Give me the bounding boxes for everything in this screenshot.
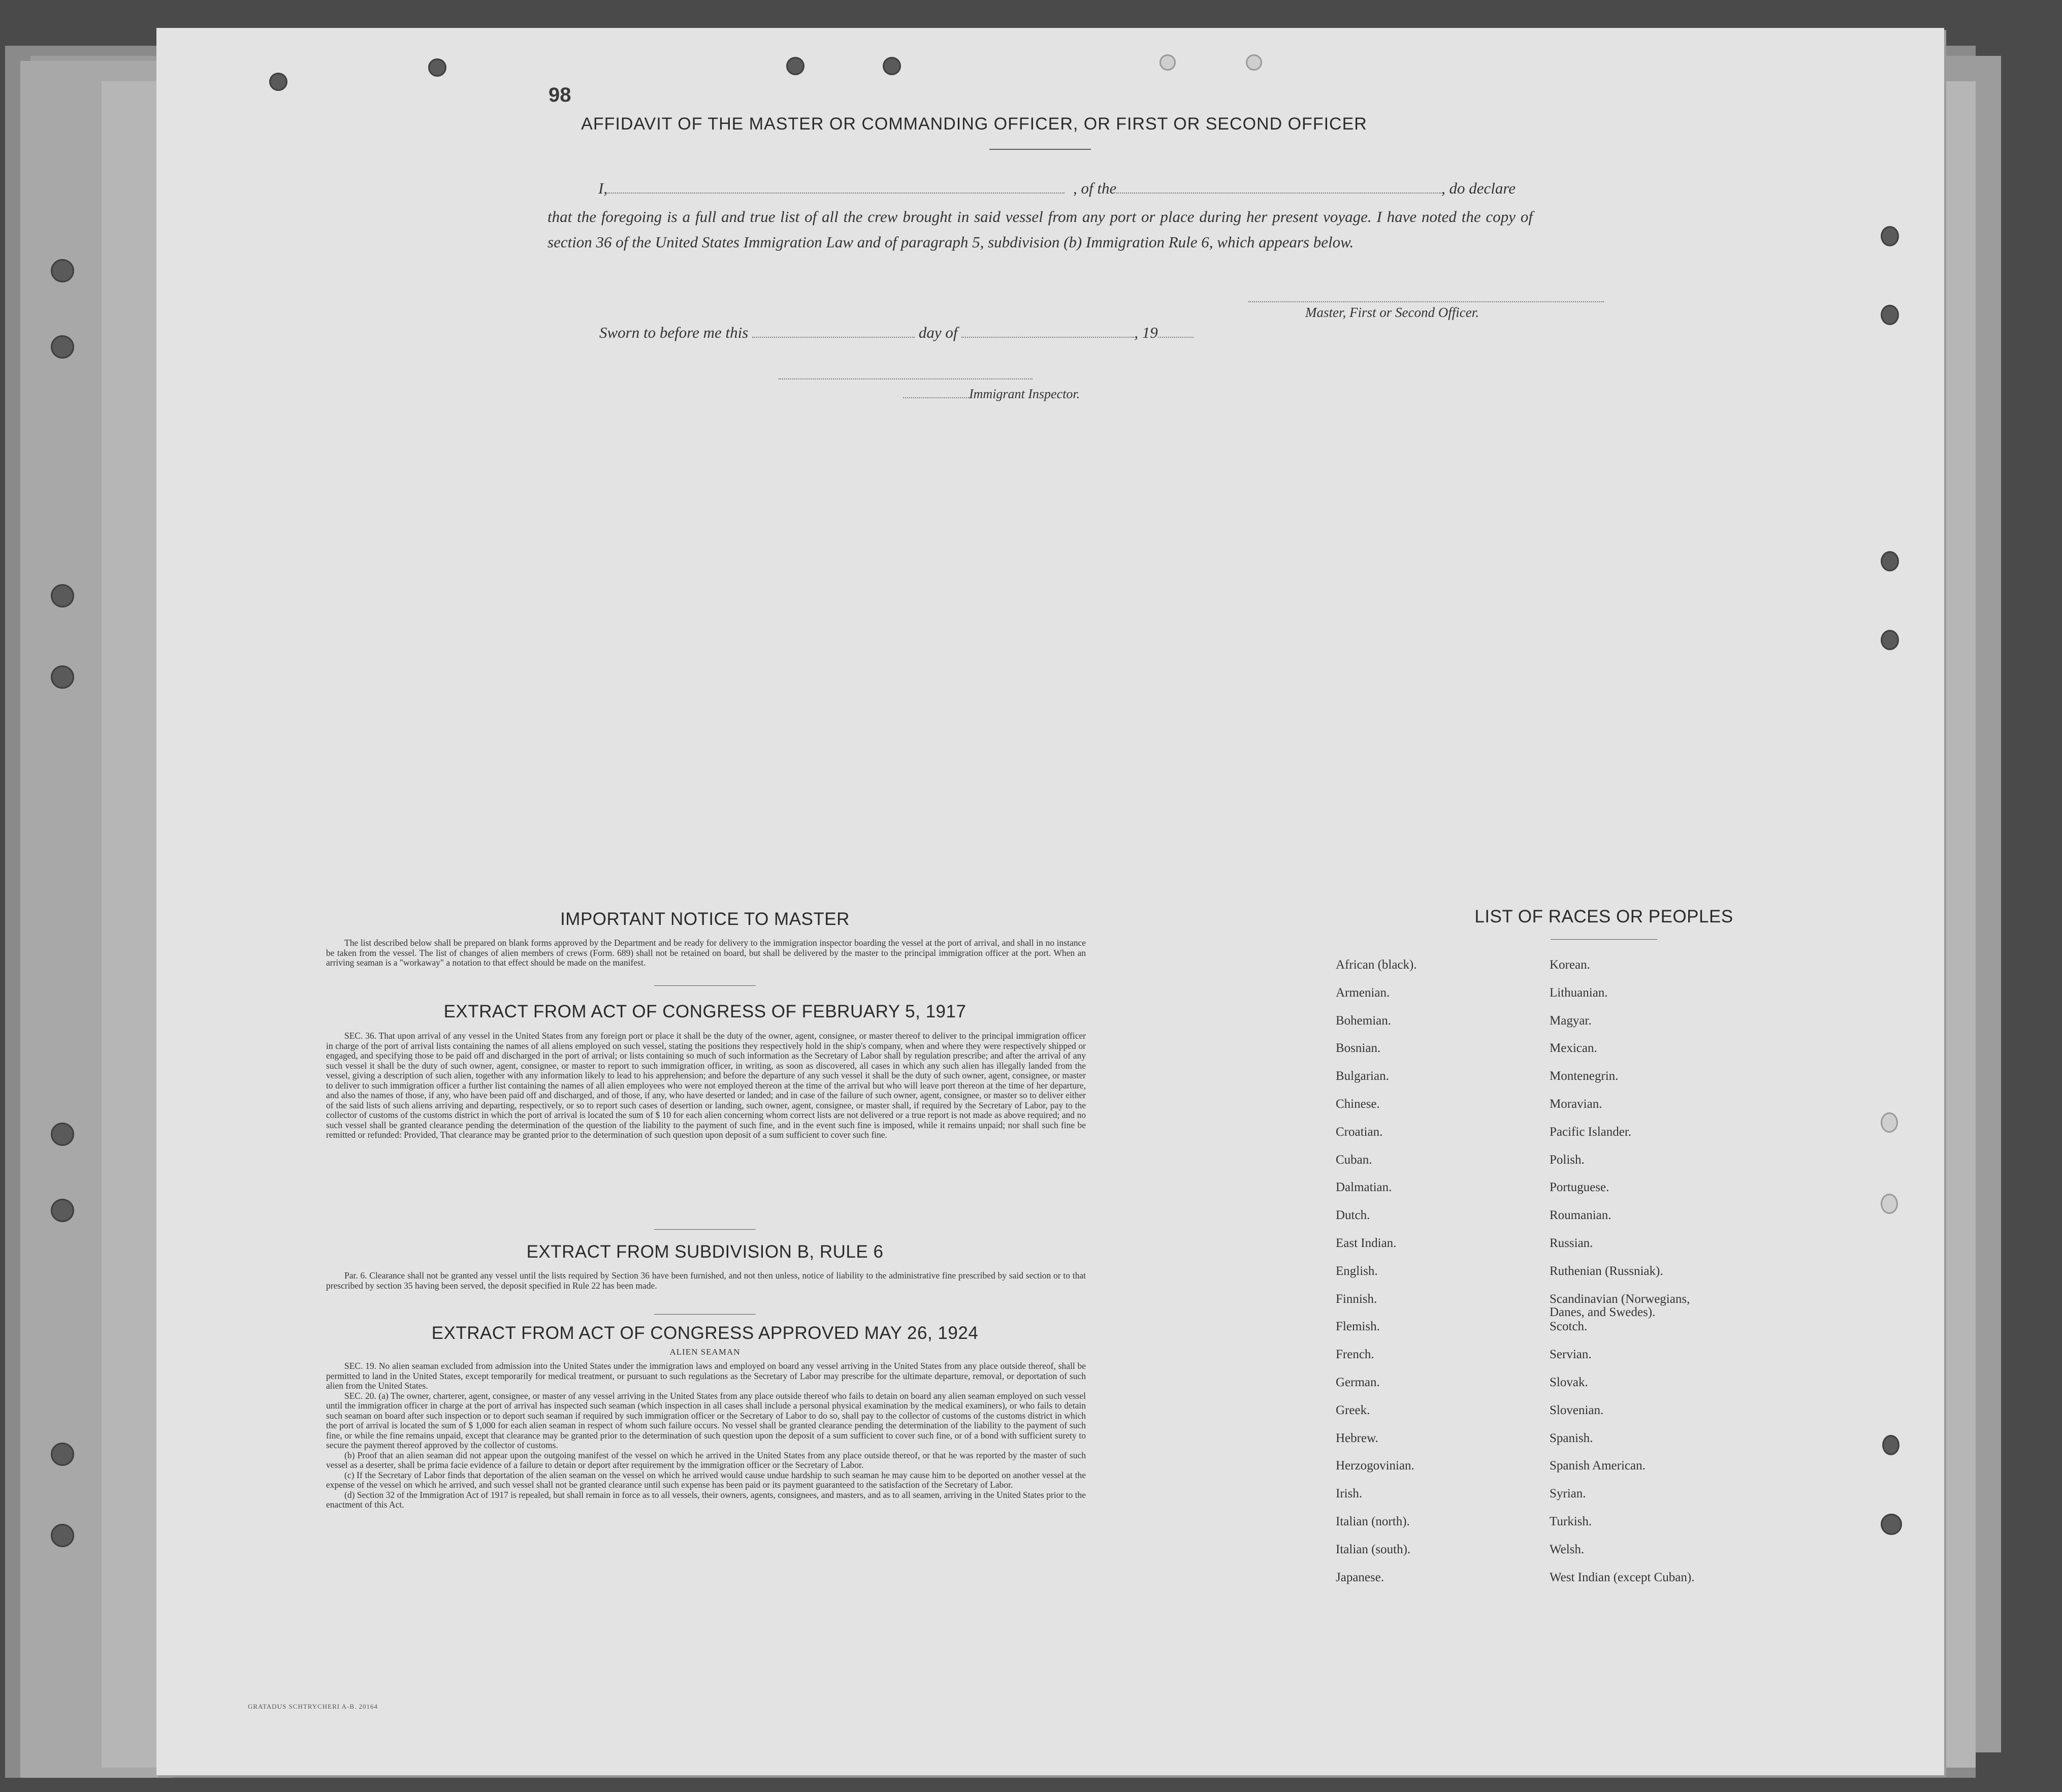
sworn-line xyxy=(599,324,1194,342)
section-20d-paragraph: (d) Section 32 of the Immigration Act of 1917 is repealed, but shall remain in force as to all vessels, their owners, agents, consignees, and masters, and as to all seamen, arriving in the United States prior to the enactment of this Act. xyxy=(326,1489,1086,1510)
divider xyxy=(654,985,756,986)
section-36-paragraph: SEC. 36. That upon arrival of any vessel in the United States from any foreign port or place it shall be the duty of the owner, agent, consignee, or master thereof to deliver to the principal immigration officer in charge of the port of arrival lists containing the names of all aliens employed on such vessel, stating the positions they respectively hold in the ship's company, when and where they were respectively shipped or engaged, and specifying those to be paid off and discharged in the port of arrival; or lists containing so much of such information as the Secretary of Labor shall by regulation prescribe; and after the arrival of any such vessel it shall be the duty of such owner, agent, consignee, or master to report to such immigration officer, in writing, as soon as discovered, all cases in which any such alien has illegally landed from the vessel, giving a description of such alien, together with any information likely to lead to his apprehension; and before the departure of any such vessel it shall be the duty of such owner, agent, consignee, or master to deliver to such immigration officer a further list containing the names of all alien employees who were not employed thereon at the time of the arrival but who will leave port thereon at the time of her departure, and also the names of those, if any, who have been paid off and discharged, and of those, if any, who have deserted or landed; and in case of the failure of such owner, agent, consignee, or master so to deliver either of the said lists of such aliens arriving and departing, respectively, or so to report such cases of desertion or landing, such owner, agent, consignee, or master shall, if required by the Secretary of Labor, pay to the collector of customs of the customs district in which the port of arrival is located the sum of $ 10 for each alien concerning whom correct lists are not delivered or a true report is not made as above required; and no such vessel shall be granted clearance pending the determination of the question of the liability to the payment of such fine, and in the event such fine is imposed, while it remains unpaid; nor shall such fine be remitted or refunded: Provided, That clearance may be granted prior to the determination of such question upon deposit of a sum sufficient to cover such fine. xyxy=(326,1031,1086,1140)
notice-title: IMPORTANT NOTICE TO MASTER xyxy=(560,909,850,929)
affidavit-title: AFFIDAVIT OF THE MASTER OR COMMANDING OFFICER, OR FIRST OR SECOND OFFICER xyxy=(581,114,1367,134)
race-item: East Indian. xyxy=(1336,1236,1397,1250)
section-20a-paragraph: SEC. 20. (a) The owner, charterer, agent, consignee, or master of any vessel arriving in the United States from any place outside thereof who fails to detain on board any alien seaman employed on such vessel until the immigration officer in charge at the port of arrival has inspected such seaman (which inspection in all cases shall include a personal physical examination by the medical examiners), or who fails to detain such seaman on board after such inspection or to deport such seaman if required by such immigration officer or the Secretary of Labor to do so, shall pay to the collector of customs of the customs district in which the port of arrival is located the sum of $ 1,000 for each alien seaman in respect of whom such failure occurs. No vessel shall be granted clearance pending the determination of the liability to the payment of such fine, or while the fine remains unpaid, except that clearance may be granted prior to the determination of such question upon the deposit of a sum sufficient to cover such fine, or of a bond with sufficient surety to secure the payment thereof approved by the collector of customs. xyxy=(326,1390,1086,1450)
punch-hole xyxy=(51,1199,74,1222)
affidavit-body: that the foregoing is a full and true list of all the crew brought in said vessel from any port or place during her present voyage. I have noted the copy of section 36 of the United States Immigration Law and of paragraph 5, subdivision (b) Immigration Rule 6, which appears below. xyxy=(547,208,1533,251)
affidavit-of-the-text: , of the xyxy=(1073,179,1117,197)
race-item: Chinese. xyxy=(1336,1097,1380,1111)
race-item: Dutch. xyxy=(1336,1208,1370,1223)
punch-hole xyxy=(1881,1514,1902,1535)
punch-hole xyxy=(1881,305,1899,325)
race-item: Greek. xyxy=(1336,1403,1370,1417)
race-item: Welsh. xyxy=(1550,1542,1585,1556)
punch-hole xyxy=(428,58,446,77)
section-20b-paragraph: (b) Proof that an alien seaman did not appear upon the outgoing manifest of the vessel on which he arrived in the United States from any place outside thereof, or that he was reported by the master of such vessel as a deserter, shall be prima facie evidence of a failure to detain or deport after requirement by the immigration officer or the Secretary of Labor. xyxy=(326,1450,1086,1470)
section-20c-paragraph: (c) If the Secretary of Labor finds that deportation of the alien seaman on the vessel on which he arrived would cause undue hardship to such seaman he may cause him to be deported on another vessel at the expense of the vessel on which he arrived, and such vessel shall not be granted clearance until such expense has been paid or its payment guaranteed to the satisfaction of the Secretary of Labor. xyxy=(326,1469,1086,1490)
notice-text xyxy=(326,938,1086,968)
extract-1917-text xyxy=(326,1031,1086,1140)
punch-hole xyxy=(51,1443,74,1466)
divider xyxy=(989,149,1091,150)
month-blank[interactable] xyxy=(961,327,1134,338)
race-item: African (black). xyxy=(1336,958,1417,972)
notice-paragraph: The list described below shall be prepared on blank forms approved by the Department and be ready for delivery to the immigration inspector boarding the vessel at the port of arrival, and shall in no instance be taken from the vessel. The list of changes of alien members of crews (Form. 689) shall not be retained on board, but shall be delivered by the master to the principal immigration officer at the port. When an arriving seaman is a "workaway" a notation to that effect should be made on the manifest. xyxy=(326,938,1086,968)
punch-hole xyxy=(786,57,804,75)
rule6-paragraph: Par. 6. Clearance shall not be granted any vessel until the lists required by Section 36 have been furnished, and not then unless, notice of liability to the administrative fine prescribed by said section or to that prescribed by section 35 having been served, the deposit specified in Rule 22 has been made. xyxy=(326,1270,1086,1291)
punch-hole xyxy=(1159,54,1176,71)
race-item: Spanish American. xyxy=(1550,1459,1646,1473)
affidavit-declare: , do declare xyxy=(1441,179,1516,197)
race-item: Italian (south). xyxy=(1336,1542,1411,1556)
inspector-blank xyxy=(903,390,969,398)
affidavit-i xyxy=(598,179,1065,198)
section-19-paragraph: SEC. 19. No alien seaman excluded from admission into the United States under the immigration laws and employed on board any vessel arriving in the United States from any place outside thereof, shall be permitted to land in the United States, except temporarily for medical treatment, or pursuant to such regulations as the Secretary of Labor may prescribe for the ultimate departure, removal, or deportation of such alien from the United States. xyxy=(326,1361,1086,1391)
race-item: French. xyxy=(1336,1348,1374,1362)
race-item: Mexican. xyxy=(1550,1041,1597,1055)
races-column-2 xyxy=(1550,958,1763,1598)
extract-1924-title: EXTRACT FROM ACT OF CONGRESS APPROVED MAY 26, 1924 xyxy=(431,1323,979,1343)
affidavit-i-text: I, xyxy=(598,179,608,197)
race-item: Irish. xyxy=(1336,1487,1363,1501)
punch-hole xyxy=(1881,630,1899,650)
punch-hole xyxy=(1881,226,1899,246)
sworn-day-of: day of xyxy=(918,324,958,341)
race-item: Syrian. xyxy=(1550,1487,1586,1501)
rule6-text xyxy=(326,1271,1086,1291)
race-item: Roumanian. xyxy=(1550,1208,1612,1223)
races-title: LIST OF RACES OR PEOPLES xyxy=(1474,907,1733,926)
printer-mark: GRATADUS SCHTRYCHERI A-B. 20164 xyxy=(248,1703,378,1710)
race-item: Flemish. xyxy=(1336,1320,1380,1334)
race-item: Hebrew. xyxy=(1336,1431,1378,1445)
race-item: Croatian. xyxy=(1336,1125,1383,1139)
affidavit-of-the xyxy=(1073,179,1441,198)
race-item: Bulgarian. xyxy=(1336,1069,1389,1083)
punch-hole xyxy=(1881,551,1899,571)
punch-hole xyxy=(1882,1435,1899,1455)
sworn-prefix: Sworn to before me this xyxy=(599,324,749,341)
punch-hole xyxy=(51,1524,74,1547)
name-blank[interactable] xyxy=(607,182,1065,194)
alien-seaman-subtitle: ALIEN SEAMAN xyxy=(669,1347,740,1357)
divider xyxy=(654,1314,756,1315)
race-item: English. xyxy=(1336,1264,1378,1278)
race-item: West Indian (except Cuban). xyxy=(1550,1570,1695,1584)
race-item: Armenian. xyxy=(1336,985,1390,1000)
race-item: Herzogovinian. xyxy=(1336,1459,1414,1473)
rule6-title: EXTRACT FROM SUBDIVISION B, RULE 6 xyxy=(526,1242,884,1262)
race-item: Montenegrin. xyxy=(1550,1069,1619,1083)
punch-hole xyxy=(51,584,74,607)
race-item: Ruthenian (Russniak). xyxy=(1550,1264,1663,1278)
race-item: Dalmatian. xyxy=(1336,1180,1392,1195)
manifest-page xyxy=(156,28,1944,1775)
races-column-1 xyxy=(1336,958,1539,1598)
race-item: Turkish. xyxy=(1550,1514,1592,1528)
race-item: Scandinavian (Norwegians, Danes, and Swedes). xyxy=(1550,1292,1690,1319)
page-number: 98 xyxy=(549,84,571,106)
punch-hole xyxy=(1881,1194,1898,1214)
race-item: Japanese. xyxy=(1336,1570,1384,1584)
race-item: Korean. xyxy=(1550,958,1590,972)
race-item: Polish. xyxy=(1550,1153,1585,1167)
race-item: Finnish. xyxy=(1336,1292,1377,1306)
punch-hole xyxy=(51,335,74,359)
inspector-caption xyxy=(903,387,1080,402)
race-item: Spanish. xyxy=(1550,1431,1593,1445)
vessel-blank[interactable] xyxy=(1116,182,1441,194)
punch-hole xyxy=(883,57,901,75)
race-item: Slovak. xyxy=(1550,1375,1588,1389)
race-item: German. xyxy=(1336,1375,1380,1389)
race-item: Bohemian. xyxy=(1336,1013,1392,1028)
year-blank[interactable] xyxy=(1158,327,1194,338)
inspector-signature-line[interactable] xyxy=(779,378,1033,379)
extract-1924-text xyxy=(326,1361,1086,1510)
extract-1917-title: EXTRACT FROM ACT OF CONGRESS OF FEBRUARY 5, 1917 xyxy=(443,1002,966,1021)
punch-hole xyxy=(269,73,287,91)
punch-hole xyxy=(1246,54,1262,71)
divider xyxy=(654,1229,756,1230)
race-item: Servian. xyxy=(1550,1348,1592,1362)
punch-hole xyxy=(51,665,74,689)
inspector-caption-text: Immigrant Inspector. xyxy=(969,387,1080,401)
day-blank[interactable] xyxy=(752,327,915,338)
race-item: Bosnian. xyxy=(1336,1041,1381,1055)
race-item: Russian. xyxy=(1550,1236,1593,1250)
race-item: Slovenian. xyxy=(1550,1403,1604,1417)
race-item: Magyar. xyxy=(1550,1013,1592,1028)
signature-line[interactable] xyxy=(1248,301,1604,302)
signature-caption: Master, First or Second Officer. xyxy=(1305,305,1479,320)
race-item: Italian (north). xyxy=(1336,1514,1410,1528)
race-item: Lithuanian. xyxy=(1550,985,1608,1000)
punch-hole xyxy=(1881,1112,1898,1133)
punch-hole xyxy=(51,1123,74,1146)
race-item: Portuguese. xyxy=(1550,1180,1609,1195)
divider xyxy=(1551,939,1657,940)
sworn-year: , 19 xyxy=(1134,324,1158,341)
punch-hole xyxy=(51,259,74,282)
race-item: Cuban. xyxy=(1336,1153,1372,1167)
race-item: Moravian. xyxy=(1550,1097,1602,1111)
race-item: Scotch. xyxy=(1550,1320,1588,1334)
race-item: Pacific Islander. xyxy=(1550,1125,1632,1139)
